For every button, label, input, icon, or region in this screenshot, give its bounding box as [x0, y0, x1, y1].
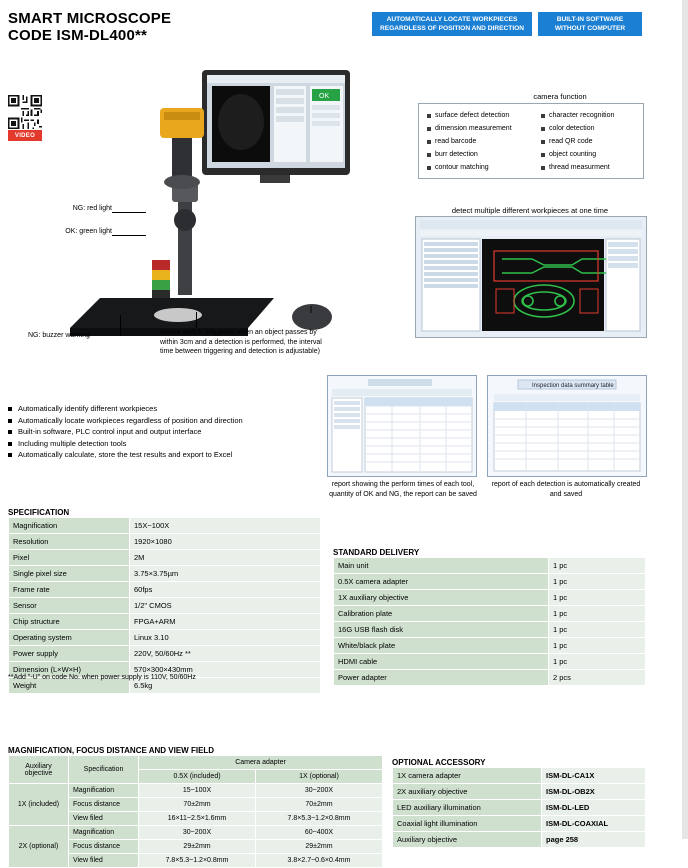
leader-line-ng-red: [112, 212, 146, 213]
cell-1x: 29±2mm: [255, 840, 382, 854]
list-item: Automatically locate workpieces regardless of position and direction: [8, 415, 318, 427]
delivery-item: Main unit: [334, 558, 549, 574]
col-auxiliary-objective: Auxiliary objective: [9, 756, 69, 784]
qr-code: [8, 95, 42, 129]
table-row: [334, 558, 646, 574]
delivery-qty: 2 pcs: [549, 670, 646, 686]
delivery-qty: 1 pc: [549, 654, 646, 670]
table-row: [9, 646, 321, 662]
spec-key: Single pixel size: [9, 566, 130, 582]
list-item: surface defect detection: [425, 109, 535, 122]
table-row: [9, 550, 321, 566]
report-detection-caption: report of each detection is automatically created and saved: [491, 481, 641, 498]
table-row: [334, 574, 646, 590]
cell-1x: 30~200X: [255, 784, 382, 798]
spec-key: Magnification: [9, 518, 130, 534]
leader-line-ok-green: [112, 235, 146, 236]
spec-value: FPGA+ARM: [130, 614, 321, 630]
page-title-line1: SMART MICROSCOPE: [8, 10, 172, 27]
cell-05x: 29±2mm: [139, 840, 256, 854]
row-spec: View filed: [68, 854, 138, 868]
spec-value: 15X~100X: [130, 518, 321, 534]
cell-1x: 3.8×2.7~0.6×0.4mm: [255, 854, 382, 868]
spec-value: 3.75×3.75µm: [130, 566, 321, 582]
table-row: [9, 614, 321, 630]
leader-line-sensor: [196, 312, 197, 328]
delivery-qty: 1 pc: [549, 558, 646, 574]
video-label[interactable]: VIDEO: [8, 130, 42, 141]
group-label-2x: 2X (optional): [9, 826, 69, 868]
accessory-name: Coaxial light illumination: [393, 816, 542, 832]
spec-key: Frame rate: [9, 582, 130, 598]
magnification-heading: MAGNIFICATION, FOCUS DISTANCE AND VIEW FIELD: [8, 746, 215, 755]
list-item: contour matching: [425, 161, 535, 174]
delivery-item: 1X auxiliary objective: [334, 590, 549, 606]
delivery-item: Calibration plate: [334, 606, 549, 622]
delivery-item: 16G USB flash disk: [334, 622, 549, 638]
row-spec: Focus distance: [68, 840, 138, 854]
table-row: [9, 566, 321, 582]
accessory-code: ISM-DL-LED: [542, 800, 646, 816]
optional-accessory-table: [392, 767, 646, 848]
report-detection-illustration: [488, 376, 646, 476]
col-camera-adapter: Camera adapter: [139, 756, 383, 770]
accessory-name: LED auxiliary illumination: [393, 800, 542, 816]
col-adapter-1x: 1X (optional): [255, 770, 382, 784]
table-row: [393, 800, 646, 816]
spec-value: 2M: [130, 550, 321, 566]
leader-line-buzzer: [120, 315, 121, 335]
list-item: Including multiple detection tools: [8, 438, 318, 450]
detect-multiple-screenshot: [415, 216, 647, 338]
col-adapter-05x: 0.5X (included): [139, 770, 256, 784]
row-spec: Magnification: [68, 826, 138, 840]
standard-delivery-heading: STANDARD DELIVERY: [333, 548, 420, 557]
spec-key: Resolution: [9, 534, 130, 550]
callout-ng-buzzer: NG: buzzer warning: [28, 332, 90, 339]
callout-ok-green: OK: green light: [65, 228, 112, 235]
table-row: [334, 590, 646, 606]
delivery-item: White/black plate: [334, 638, 549, 654]
svg-text:Inspection data summary table: Inspection data summary table: [532, 383, 614, 389]
accessory-name: Auxiliary objective: [393, 832, 542, 848]
spec-value: 220V, 50/60Hz **: [130, 646, 321, 662]
report-detection-screenshot: [487, 375, 647, 477]
table-row: [9, 582, 321, 598]
row-spec: Focus distance: [68, 798, 138, 812]
table-row: [9, 598, 321, 614]
list-item: color detection: [539, 122, 643, 135]
spec-key: Weight: [9, 678, 130, 694]
table-row: [9, 518, 321, 534]
report-statistics-caption: report showing the perform times of each tool, quantity of OK and NG, the report can be saved: [329, 481, 477, 498]
report-statistics-illustration: [328, 376, 476, 476]
list-item: character recognition: [539, 109, 643, 122]
camera-function-left-list: [425, 109, 535, 174]
delivery-qty: 1 pc: [549, 590, 646, 606]
camera-function-panel: [418, 103, 644, 179]
cell-05x: 16×11~2.5×1.6mm: [139, 812, 256, 826]
col-specification: Specification: [68, 756, 138, 784]
spec-key: Power supply: [9, 646, 130, 662]
cell-05x: 15~100X: [139, 784, 256, 798]
optional-accessory-heading: OPTIONAL ACCESSORY: [392, 758, 486, 767]
delivery-item: 0.5X camera adapter: [334, 574, 549, 590]
table-row: [393, 832, 646, 848]
table-row: [393, 784, 646, 800]
list-item: dimension measurement: [425, 122, 535, 135]
camera-function-right-list: [539, 109, 643, 174]
callout-sensor-switch: sensor switch (triggered when an object passes by within 3cm and a detection is performed, the interval time between triggering and detection is adjustable): [160, 329, 322, 355]
camera-function-title: camera function: [533, 92, 587, 101]
table-row: [334, 622, 646, 638]
magnification-table: [8, 755, 383, 868]
delivery-qty: 1 pc: [549, 638, 646, 654]
accessory-code: ISM-DL-CA1X: [542, 768, 646, 784]
accessory-name: 1X camera adapter: [393, 768, 542, 784]
spec-key: Operating system: [9, 630, 130, 646]
table-header-row: [9, 756, 383, 770]
qr-code-icon: [8, 95, 42, 129]
delivery-qty: 1 pc: [549, 574, 646, 590]
list-item: object counting: [539, 148, 643, 161]
cell-05x: 7.8×5.3~1.2×0.8mm: [139, 854, 256, 868]
spec-value: 1/2" CMOS: [130, 598, 321, 614]
row-spec: Magnification: [68, 784, 138, 798]
badge-auto-locate: AUTOMATICALLY LOCATE WORKPIECES REGARDLESS OF POSITION AND DIRECTION: [372, 12, 532, 36]
table-row: [334, 638, 646, 654]
list-item: Built-in software, PLC control input and output interface: [8, 426, 318, 438]
spec-value: Linux 3.10: [130, 630, 321, 646]
list-item: Automatically identify different workpieces: [8, 403, 318, 415]
spec-value: 60fps: [130, 582, 321, 598]
table-row: [9, 784, 383, 798]
spec-key: Sensor: [9, 598, 130, 614]
list-item: burr detection: [425, 148, 535, 161]
table-row: [393, 816, 646, 832]
accessory-code: ISM-DL-COAXIAL: [542, 816, 646, 832]
page-title-line2: CODE ISM-DL400**: [8, 27, 148, 44]
delivery-qty: 1 pc: [549, 622, 646, 638]
list-item: Automatically calculate, store the test results and export to Excel: [8, 449, 318, 461]
spec-value: 570×300×430mm: [130, 662, 321, 678]
cell-05x: 30~200X: [139, 826, 256, 840]
table-row: [334, 670, 646, 686]
detect-multiple-illustration: [416, 217, 646, 337]
list-item: read QR code: [539, 135, 643, 148]
list-item: read barcode: [425, 135, 535, 148]
table-row: [9, 630, 321, 646]
spec-key: Dimension (L×W×H): [9, 662, 130, 678]
cell-05x: 70±2mm: [139, 798, 256, 812]
group-label-1x: 1X (included): [9, 784, 69, 826]
cell-1x: 70±2mm: [255, 798, 382, 812]
table-row: [334, 606, 646, 622]
svg-text:OK: OK: [319, 93, 330, 100]
page-edge-strip: [682, 0, 688, 839]
table-row: [9, 534, 321, 550]
specification-table: [8, 517, 321, 694]
delivery-item: Power adapter: [334, 670, 549, 686]
spec-value: 6.5kg: [130, 678, 321, 694]
cell-1x: 7.8×5.3~1.2×0.8mm: [255, 812, 382, 826]
specification-heading: SPECIFICATION: [8, 508, 70, 517]
power-supply-note: **Add "-U" on code No. when power supply is 110V, 50/60Hz: [8, 674, 196, 681]
table-row: [393, 768, 646, 784]
row-spec: View filed: [68, 812, 138, 826]
cell-1x: 60~400X: [255, 826, 382, 840]
callout-ng-red: NG: red light: [72, 205, 112, 212]
report-statistics-screenshot: [327, 375, 477, 477]
detect-multiple-title: detect multiple different workpieces at one time: [451, 206, 609, 215]
page-title: [8, 10, 328, 44]
accessory-code: page 258: [542, 832, 646, 848]
delivery-qty: 1 pc: [549, 606, 646, 622]
standard-delivery-table: [333, 557, 646, 686]
delivery-item: HDMI cable: [334, 654, 549, 670]
table-row: [334, 654, 646, 670]
table-row: [9, 826, 383, 840]
badge-builtin-software: BUILT-IN SOFTWARE WITHOUT COMPUTER: [538, 12, 642, 36]
spec-key: Pixel: [9, 550, 130, 566]
accessory-name: 2X auxiliary objective: [393, 784, 542, 800]
spec-key: Chip structure: [9, 614, 130, 630]
spec-value: 1920×1080: [130, 534, 321, 550]
feature-bullet-list: [8, 403, 318, 461]
accessory-code: ISM-DL-OB2X: [542, 784, 646, 800]
list-item: thread measurment: [539, 161, 643, 174]
